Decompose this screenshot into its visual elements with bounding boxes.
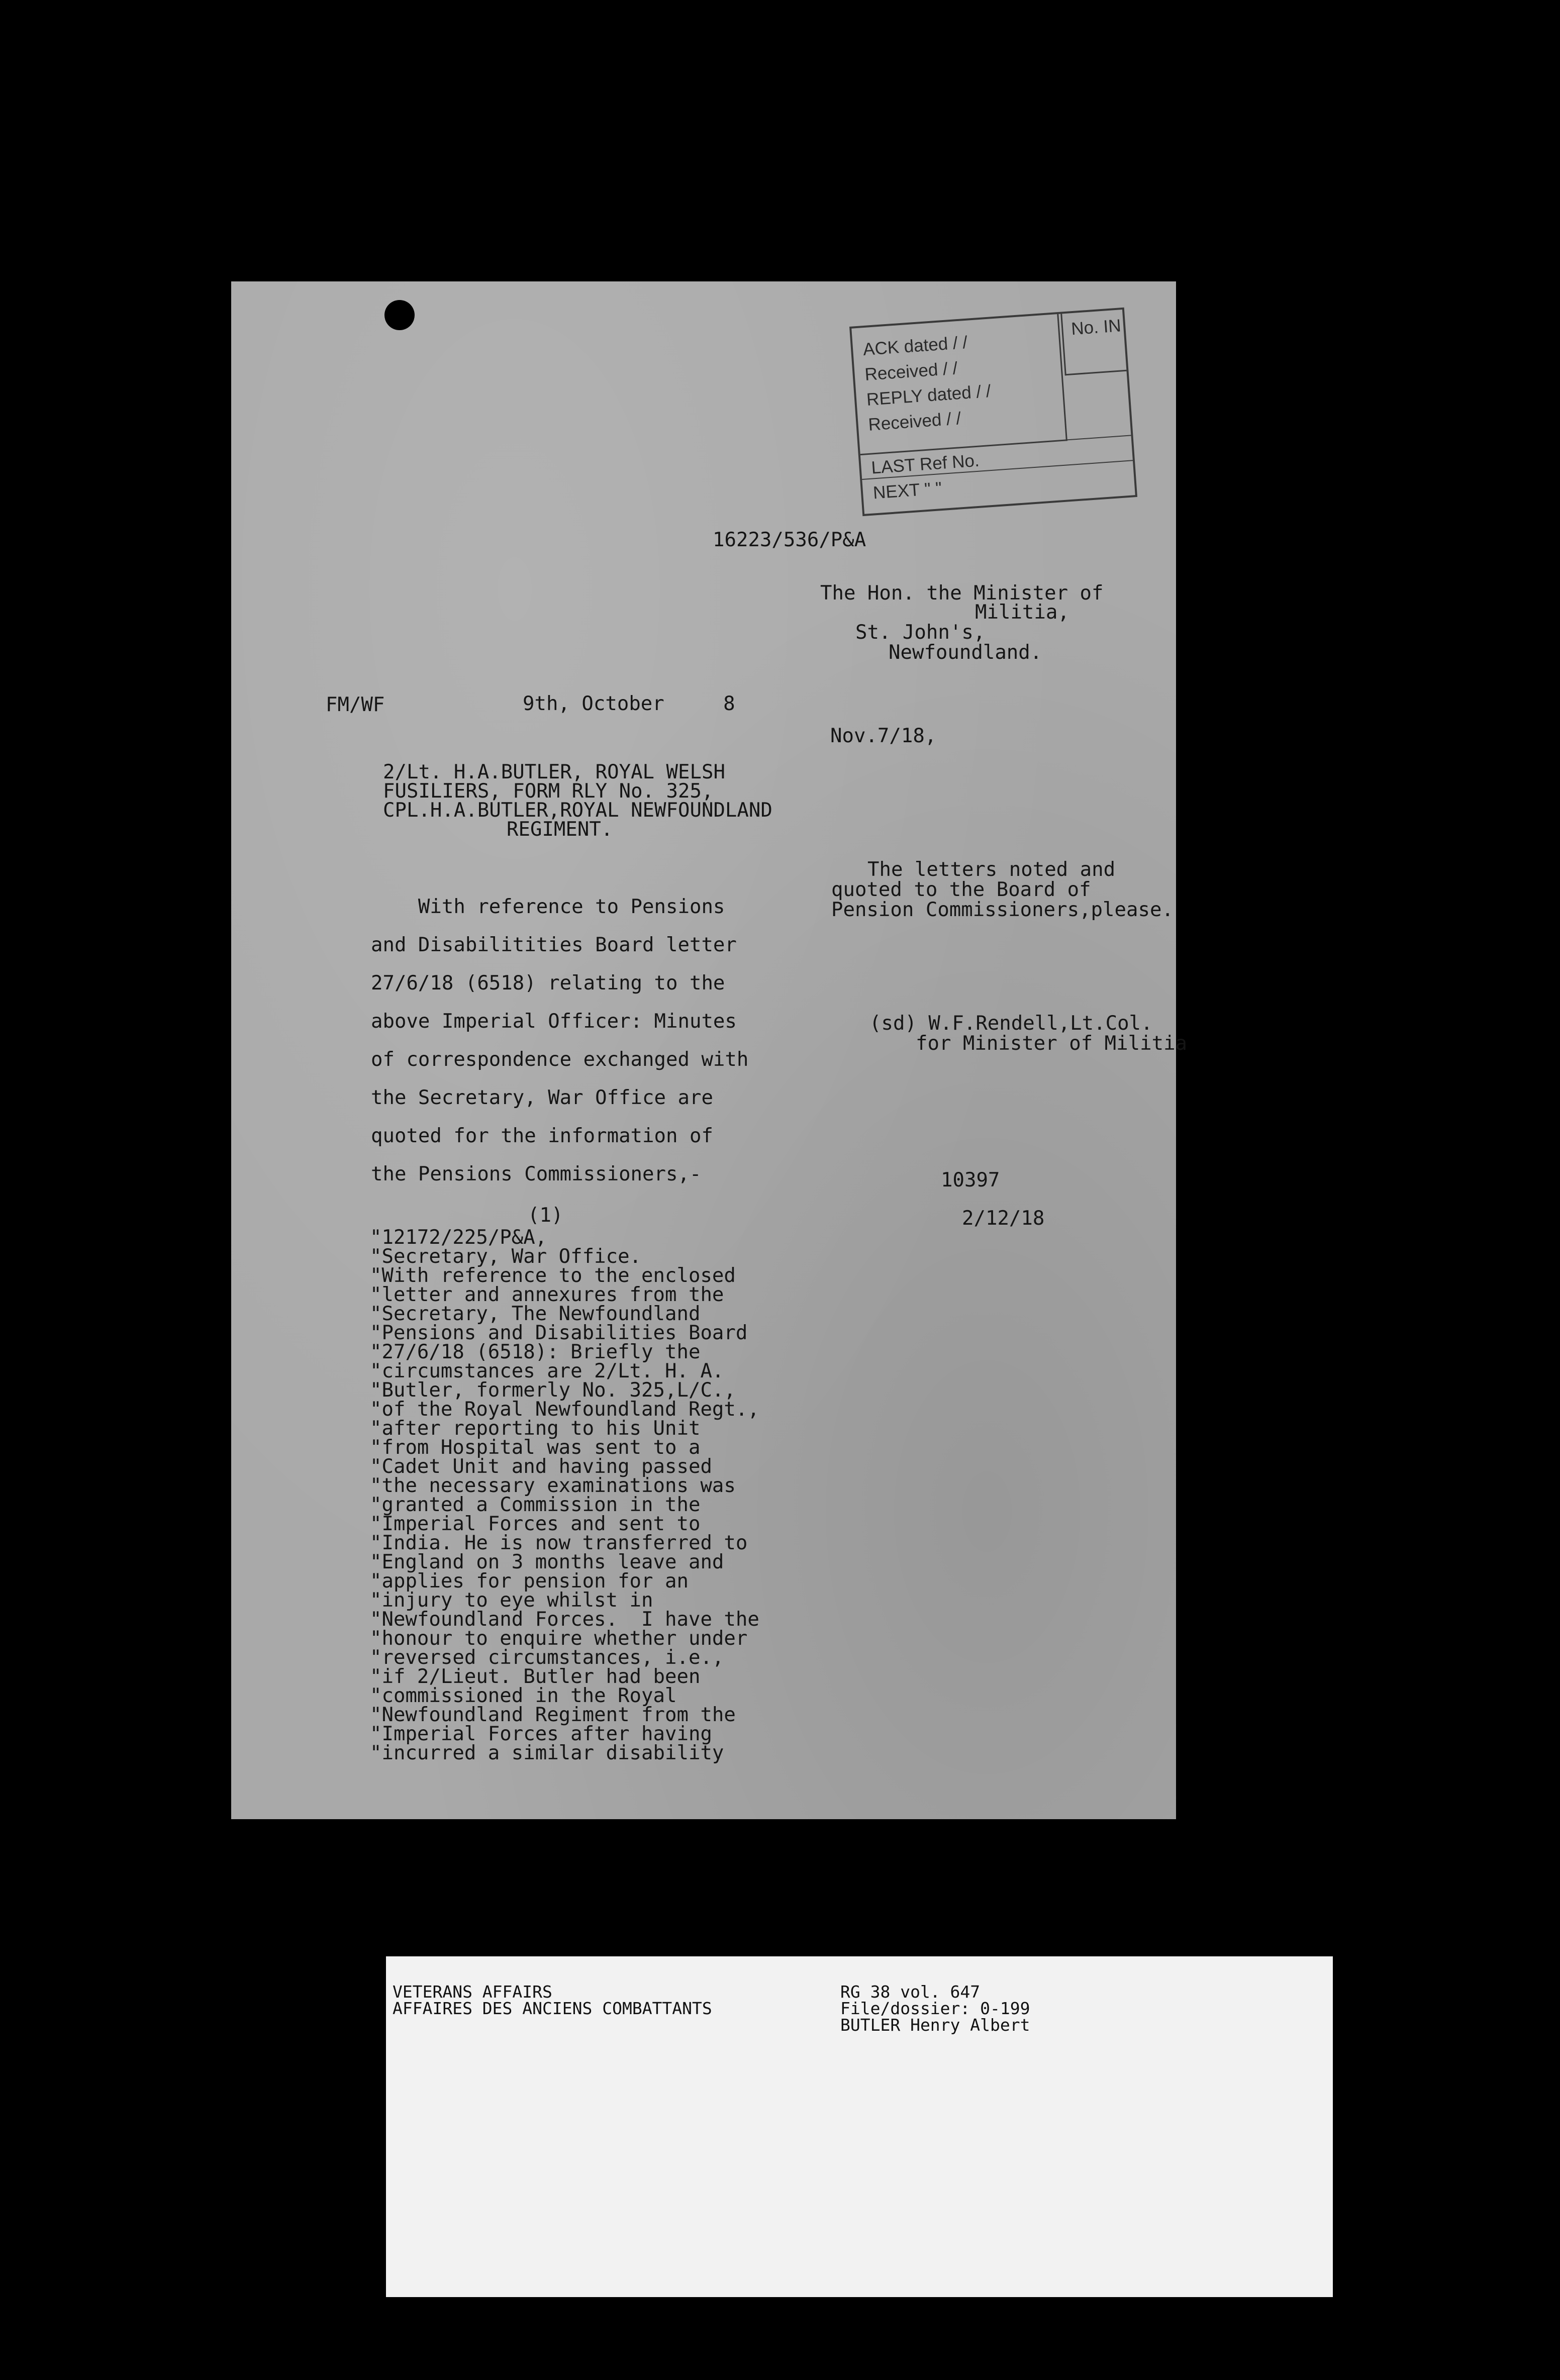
minute-line: Pension Commissioners,please.	[831, 899, 1174, 921]
quote-line: "circumstances are 2/Lt. H. A.	[370, 1360, 724, 1382]
quote-line: "letter and annexures from the	[370, 1283, 724, 1306]
minute-line: quoted to the Board of	[831, 878, 1091, 901]
subject-line: CPL.H.A.BUTLER,ROYAL NEWFOUNDLAND	[383, 799, 772, 822]
received-stamp	[849, 308, 1137, 516]
section-marker: (1)	[528, 1204, 563, 1227]
quote-line: "12172/225/P&A,	[370, 1226, 547, 1249]
quote-line: "incurred a similar disability	[370, 1742, 724, 1764]
quote-line: "Newfoundland Regiment from the	[370, 1704, 736, 1726]
quote-line: "With reference to the enclosed	[370, 1264, 736, 1287]
addressee-line: Militia,	[975, 601, 1069, 624]
subject-line: 2/Lt. H.A.BUTLER, ROYAL WELSH	[383, 761, 725, 783]
stamp-row: REPLY dated / /	[865, 381, 992, 410]
quote-line: "Butler, formerly No. 325,L/C.,	[370, 1379, 736, 1402]
quote-line: "Cadet Unit and having passed	[370, 1455, 712, 1478]
body-line: 27/6/18 (6518) relating to the	[371, 972, 725, 995]
letter-date: 9th, October 8	[523, 692, 735, 715]
quote-line: "Secretary, The Newfoundland	[370, 1303, 701, 1325]
card-agency-line: VETERANS AFFAIRS	[393, 1982, 552, 2002]
body-line: and Disabilitities Board letter	[371, 934, 737, 956]
stamp-row: Received / /	[864, 358, 958, 385]
addressee-line: Newfoundland.	[889, 641, 1042, 664]
addressee-line: The Hon. the Minister of	[820, 582, 1104, 605]
quote-line: "England on 3 months leave and	[370, 1551, 724, 1573]
file-reference: 16223/536/P&A	[713, 529, 866, 551]
stamp-no-in-box	[1060, 310, 1126, 375]
stamp-row: ACK dated / /	[862, 332, 968, 360]
body-line: the Secretary, War Office are	[371, 1086, 713, 1109]
quote-line: "India. He is now transferred to	[370, 1532, 748, 1554]
body-line: With reference to Pensions	[371, 896, 725, 918]
quote-line: "Secretary, War Office.	[370, 1245, 642, 1268]
quote-line: "Newfoundland Forces. I have the	[370, 1608, 759, 1631]
quote-line: "the necessary examinations was	[370, 1474, 736, 1497]
punch-hole	[384, 300, 415, 330]
subject-line: FUSILIERS, FORM RLY No. 325,	[383, 780, 714, 803]
stamp-row: LAST Ref No.	[870, 450, 980, 478]
quote-line: "reversed circumstances, i.e.,	[370, 1646, 724, 1669]
card-reference-line: BUTLER Henry Albert	[840, 2015, 1030, 2035]
quote-line: "Imperial Forces and sent to	[370, 1513, 701, 1535]
stamp-row: NEXT " "	[872, 478, 943, 503]
card-reference-line: File/dossier: 0-199	[840, 1999, 1030, 2018]
subject-line: REGIMENT.	[507, 818, 613, 841]
quote-line: "Imperial Forces after having	[370, 1723, 712, 1745]
signature-line: (sd) W.F.Rendell,Lt.Col.	[869, 1012, 1153, 1035]
file-number: 10397	[941, 1169, 1000, 1192]
quote-line: "of the Royal Newfoundland Regt.,	[370, 1398, 759, 1421]
quote-line: "applies for pension for an	[370, 1570, 689, 1593]
stamp-row: Received / /	[867, 409, 962, 435]
stamp-no-in-label: No. IN	[1070, 316, 1122, 339]
archive-card	[386, 1956, 1333, 2297]
quote-line: "after reporting to his Unit	[370, 1417, 701, 1440]
addressee-line: St. John's,	[855, 621, 986, 644]
file-number-date: 2/12/18	[962, 1207, 1045, 1230]
quote-line: "27/6/18 (6518): Briefly the	[370, 1341, 701, 1363]
card-reference-line: RG 38 vol. 647	[840, 1982, 981, 2002]
body-line: quoted for the information of	[371, 1125, 713, 1147]
quote-line: "if 2/Lieut. Butler had been	[370, 1665, 701, 1688]
quote-line: "injury to eye whilst in	[370, 1589, 653, 1612]
quote-line: "commissioned in the Royal	[370, 1684, 677, 1707]
signature-line: for Minister of Militia	[916, 1032, 1188, 1055]
quote-line: "from Hospital was sent to a	[370, 1436, 701, 1459]
body-line: of correspondence exchanged with	[371, 1048, 749, 1071]
body-line: the Pensions Commissioners,-	[371, 1163, 702, 1185]
card-agency-line: AFFAIRES DES ANCIENS COMBATTANTS	[393, 1999, 712, 2018]
quote-line: "Pensions and Disabilities Board	[370, 1322, 748, 1344]
stamp-rule	[1066, 435, 1131, 440]
body-line: above Imperial Officer: Minutes	[371, 1010, 737, 1033]
quote-line: "honour to enquire whether under	[370, 1627, 748, 1650]
reply-date: Nov.7/18,	[830, 725, 937, 747]
quote-line: "granted a Commission in the	[370, 1494, 701, 1516]
minute-line: The letters noted and	[867, 858, 1116, 881]
typist-initials: FM/WF	[326, 693, 385, 716]
